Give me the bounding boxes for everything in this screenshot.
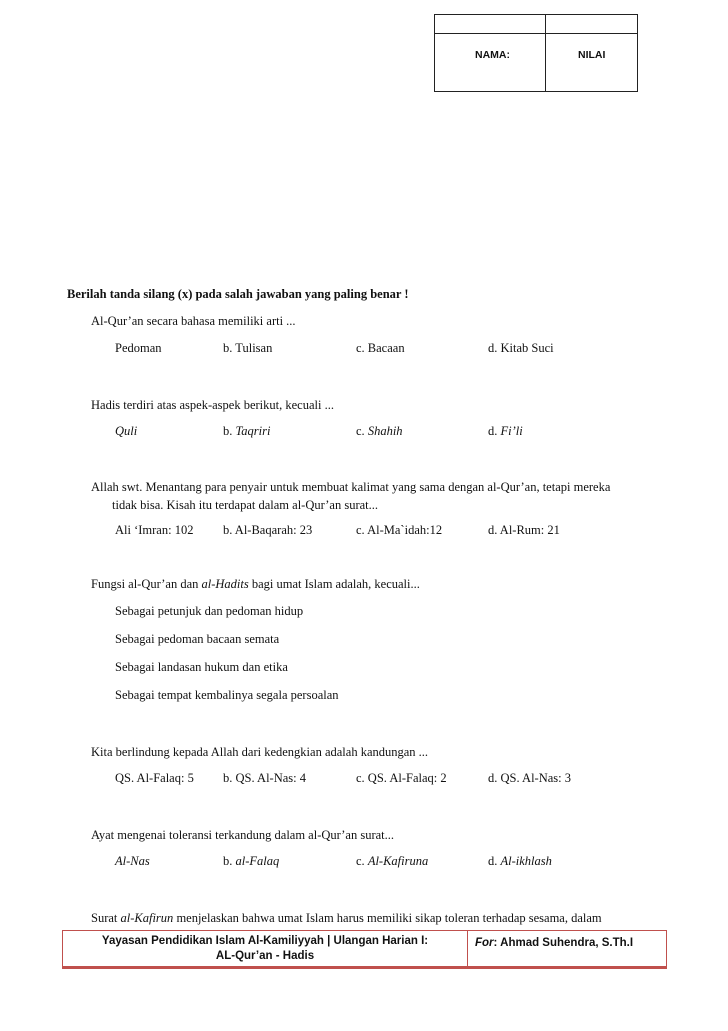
q2-option-c: c. Shahih [356, 424, 403, 438]
question-4: Fungsi al-Qur’an dan al-Hadits bagi umat Islam adalah, kecuali... [91, 577, 420, 591]
q1-option-b: b. Tulisan [223, 341, 273, 355]
footer-school-info [63, 931, 467, 966]
q4-option-b: Sebagai pedoman bacaan semata [115, 632, 280, 646]
page-footer [62, 930, 667, 969]
q3-option-a: Ali ‘Imran: 102 [115, 523, 194, 537]
q5-option-b: b. QS. Al-Nas: 4 [223, 771, 306, 785]
q2-option-d: d. Fi’li [488, 424, 523, 438]
name-score-box [434, 14, 638, 92]
question-7: Surat al-Kafirun menjelaskan bahwa umat Islam harus memiliki sikap toleran terhadap sesama, dalam [91, 911, 602, 925]
q3-option-d: d. Al-Rum: 21 [488, 523, 560, 537]
q5-option-c: c. QS. Al-Falaq: 2 [356, 771, 447, 785]
q1-option-c: c. Bacaan [356, 341, 405, 355]
q4-option-a: Sebagai petunjuk dan pedoman hidup [115, 604, 304, 618]
q6-option-d: d. Al-ikhlash [488, 854, 552, 868]
q6-option-a: Al-Nas [115, 854, 150, 868]
question-2: Hadis terdiri atas aspek-aspek berikut, kecuali ... [91, 398, 334, 412]
question-1: Al-Qur’an secara bahasa memiliki arti ... [91, 314, 296, 328]
box-divider-vertical [545, 15, 546, 91]
footer-school-line-2: AL-Qur’an - Hadis [215, 950, 315, 962]
q6-option-c: c. Al-Kafiruna [356, 854, 429, 868]
q5-option-d: d. QS. Al-Nas: 3 [488, 771, 571, 785]
question-3 [91, 478, 671, 514]
q3-option-c: c. Al-Ma`idah:12 [356, 523, 443, 537]
instruction: Berilah tanda silang (x) pada salah jawaban yang paling benar ! [67, 287, 409, 301]
nilai-label: NILAI [578, 49, 606, 61]
q6-option-b-text: al-Falaq [235, 854, 280, 868]
question-3-line-2: tidak bisa. Kisah itu terdapat dalam al-Qur’an surat... [112, 498, 379, 512]
q6-option-d-text: Al-ikhlash [500, 854, 552, 868]
footer-divider [467, 931, 468, 966]
box-divider-horizontal [435, 33, 637, 34]
footer-author-name: Ahmad Suhendra, S.Th.I [500, 937, 634, 949]
q6-option-c-text: Al-Kafiruna [367, 854, 429, 868]
footer-author: For: Ahmad Suhendra, S.Th.I [475, 937, 634, 949]
q1-option-a: Pedoman [115, 341, 162, 355]
q3-option-b: b. Al-Baqarah: 23 [223, 523, 313, 537]
question-3-line-1: Allah swt. Menantang para penyair untuk membuat kalimat yang sama dengan al-Qur’an, tetapi mereka [91, 480, 611, 494]
q4-option-c: Sebagai landasan hukum dan etika [115, 660, 288, 674]
q2-option-a: Quli [115, 424, 138, 438]
q2-option-b: b. Taqriri [223, 424, 271, 438]
q1-option-d: d. Kitab Suci [488, 341, 554, 355]
q5-option-a: QS. Al-Falaq: 5 [115, 771, 194, 785]
question-6: Ayat mengenai toleransi terkandung dalam al-Qur’an surat... [91, 828, 395, 842]
q4-option-d: Sebagai tempat kembalinya segala persoalan [115, 688, 339, 702]
footer-school-line-1: Yayasan Pendidikan Islam Al-Kamiliyyah | Ulangan Harian I: [101, 935, 429, 947]
nama-label: NAMA: [475, 49, 510, 61]
question-5: Kita berlindung kepada Allah dari kedengkian adalah kandungan ... [91, 745, 429, 759]
q6-option-b: b. al-Falaq [223, 854, 280, 868]
